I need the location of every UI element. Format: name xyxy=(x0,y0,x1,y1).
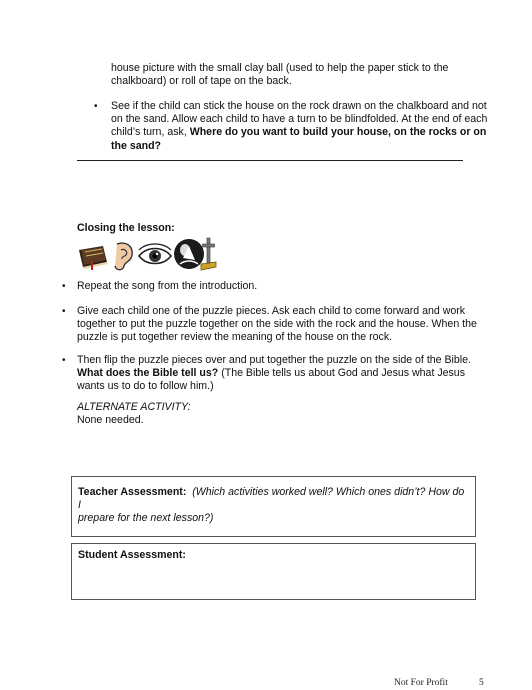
bullet-marker: • xyxy=(62,355,66,366)
bullet-marker: • xyxy=(62,306,66,317)
student-assessment-box xyxy=(71,543,476,600)
closing-heading: Closing the lesson: xyxy=(77,222,175,234)
teacher-assessment-question: (Which activities worked well? Which ones didn’t? How do I xyxy=(78,486,465,512)
praying-hands-icon xyxy=(174,239,204,269)
flip-puzzle-item: Then flip the puzzle pieces over and put together the puzzle on the side of the Bible. What does the Bible tell us? (The Bible tells us about God and Jesus what Jesus wants us to do to follow him.) xyxy=(77,354,471,393)
student-assessment-label: Student Assessment: xyxy=(78,549,186,561)
blindfold-line-4: the sand? xyxy=(111,139,162,152)
page-number: 5 xyxy=(479,678,484,688)
teacher-assessment-text: Teacher Assessment: (Which activities worked well? Which ones didn’t? How do I prepare for the next lesson?) xyxy=(78,486,465,525)
footer-text: Not For Profit xyxy=(394,678,448,688)
ear-icon xyxy=(115,243,132,270)
continuation-text xyxy=(111,62,448,88)
eye-icon xyxy=(139,244,171,264)
bullet-marker: • xyxy=(94,101,98,112)
lesson-icons xyxy=(77,236,217,272)
blindfold-line-3: child’s turn, ask, Where do you want to build your house, on the rocks or on xyxy=(111,126,487,139)
alternate-activity-text: None needed. xyxy=(77,414,144,427)
alternate-activity-label: ALTERNATE ACTIVITY: xyxy=(77,401,191,413)
continuation-line-1: house picture with the small clay ball (used to help the paper stick to the xyxy=(111,62,449,74)
repeat-song-item: Repeat the song from the introduction. xyxy=(77,280,258,292)
bible-icon xyxy=(79,246,108,270)
blindfold-instruction xyxy=(111,100,487,153)
blindfold-line-2: on the sand. Allow each child to have a turn to be blindfolded. At the end of each xyxy=(111,113,488,126)
puzzle-item: Give each child one of the puzzle pieces. Ask each child to come forward and work together to put the puzzle together on the side with the rock and the house. When the puzzle is put together review the meaning of the house on the rock. xyxy=(77,305,477,344)
teacher-assessment-label: Teacher Assessment: xyxy=(78,486,187,498)
bullet-marker: • xyxy=(62,281,66,292)
section-divider xyxy=(77,160,463,161)
alternate-activity xyxy=(77,401,191,427)
continuation-line-2: chalkboard) or roll of tape on the back. xyxy=(111,75,292,88)
blindfold-line-1: See if the child can stick the house on the rock drawn on the chalkboard and not xyxy=(111,100,487,112)
teacher-assessment-box xyxy=(71,476,476,537)
